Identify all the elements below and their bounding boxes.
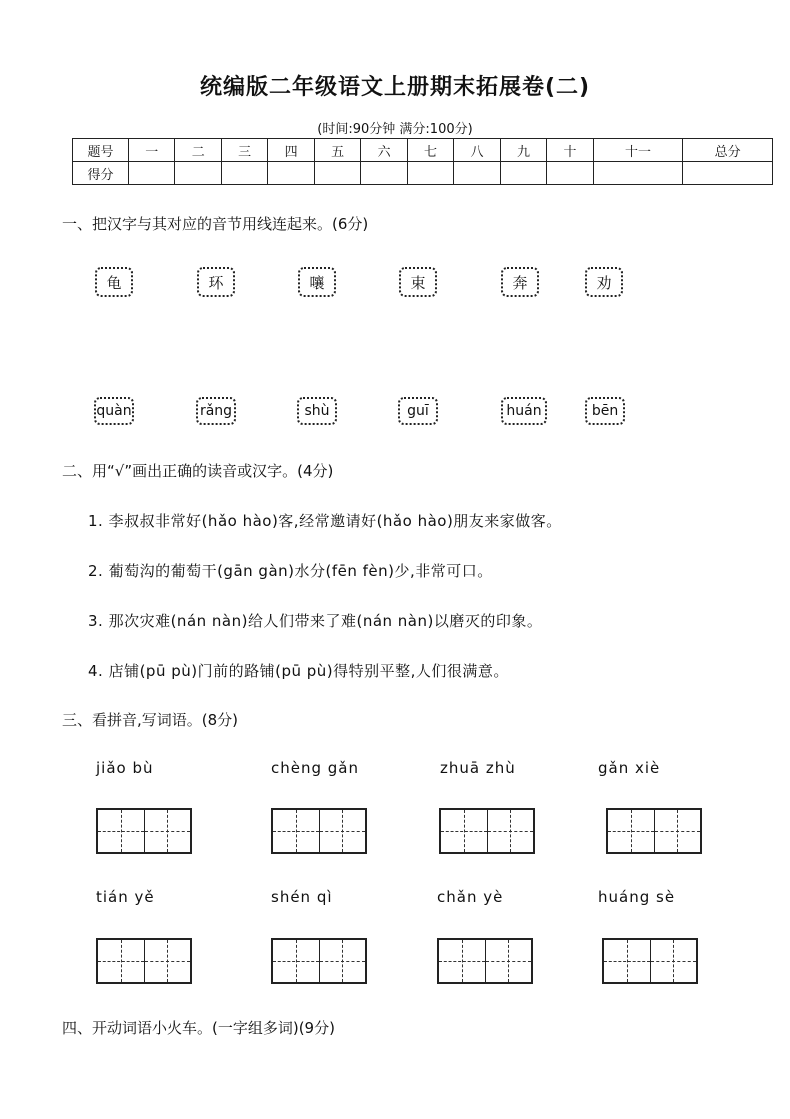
section-3-heading: 三、看拼音,写词语。(8分): [62, 711, 239, 729]
pinyin-prompt: tián yě: [96, 888, 155, 906]
score-input-cell[interactable]: [500, 162, 546, 185]
table-cell: 得分: [73, 162, 129, 185]
writing-grid[interactable]: [271, 808, 367, 854]
score-input-cell[interactable]: [361, 162, 407, 185]
character-box[interactable]: 龟: [95, 267, 133, 297]
table-cell: 二: [175, 139, 221, 162]
score-input-cell[interactable]: [593, 162, 683, 185]
score-input-cell[interactable]: [129, 162, 175, 185]
table-cell: 七: [407, 139, 453, 162]
syllable-box[interactable]: huán: [501, 397, 547, 425]
table-cell: 六: [361, 139, 407, 162]
pinyin-prompt: jiǎo bù: [96, 759, 154, 777]
score-table: [72, 138, 773, 185]
table-cell: 三: [221, 139, 267, 162]
table-cell: 总分: [683, 139, 773, 162]
score-input-cell[interactable]: [683, 162, 773, 185]
pinyin-prompt: zhuā zhù: [440, 759, 516, 777]
writing-grid[interactable]: [439, 808, 535, 854]
writing-grid[interactable]: [437, 938, 533, 984]
section-2-heading: 二、用“√”画出正确的读音或汉字。(4分): [62, 462, 334, 480]
section-1-heading: 一、把汉字与其对应的音节用线连起来。(6分): [62, 215, 369, 233]
page-title: 统编版二年级语文上册期末拓展卷(二): [199, 75, 591, 100]
syllable-box[interactable]: rǎng: [196, 397, 236, 425]
character-box[interactable]: 嚷: [298, 267, 336, 297]
table-cell: 九: [500, 139, 546, 162]
score-table-header-row: [73, 139, 773, 162]
character-box[interactable]: 奔: [501, 267, 539, 297]
table-cell: 十一: [593, 139, 683, 162]
table-cell: 八: [454, 139, 500, 162]
section-4-heading: 四、开动词语小火车。(一字组多词)(9分): [62, 1019, 335, 1037]
pinyin-prompt: shén qì: [271, 888, 333, 906]
score-input-cell[interactable]: [221, 162, 267, 185]
table-cell: 一: [129, 139, 175, 162]
character-box[interactable]: 束: [399, 267, 437, 297]
exam-info: (时间:90分钟 满分:100分): [317, 122, 473, 137]
character-box[interactable]: 劝: [585, 267, 623, 297]
question-item: 1. 李叔叔非常好(hǎo hào)客,经常邀请好(hǎo hào)朋友来家做客。: [88, 512, 562, 530]
writing-grid[interactable]: [96, 808, 192, 854]
score-table-score-row: [73, 162, 773, 185]
syllable-box[interactable]: quàn: [94, 397, 134, 425]
score-input-cell[interactable]: [454, 162, 500, 185]
writing-grid[interactable]: [602, 938, 698, 984]
score-input-cell[interactable]: [268, 162, 314, 185]
table-cell: 四: [268, 139, 314, 162]
question-item: 2. 葡萄沟的葡萄干(gān gàn)水分(fēn fèn)少,非常可口。: [88, 562, 493, 580]
pinyin-prompt: gǎn xiè: [598, 759, 661, 777]
pinyin-prompt: huáng sè: [598, 888, 676, 906]
syllable-box[interactable]: shù: [297, 397, 337, 425]
writing-grid[interactable]: [606, 808, 702, 854]
pinyin-prompt: chǎn yè: [437, 888, 504, 906]
score-input-cell[interactable]: [314, 162, 360, 185]
character-box[interactable]: 环: [197, 267, 235, 297]
table-cell: 十: [547, 139, 593, 162]
writing-grid[interactable]: [96, 938, 192, 984]
score-input-cell[interactable]: [175, 162, 221, 185]
score-input-cell[interactable]: [547, 162, 593, 185]
table-cell: 五: [314, 139, 360, 162]
question-item: 3. 那次灾难(nán nàn)给人们带来了难(nán nàn)以磨灭的印象。: [88, 612, 543, 630]
score-input-cell[interactable]: [407, 162, 453, 185]
syllable-box[interactable]: bēn: [585, 397, 625, 425]
question-item: 4. 店铺(pū pù)门前的路铺(pū pù)得特别平整,人们很满意。: [88, 662, 509, 680]
table-cell: 题号: [73, 139, 129, 162]
pinyin-prompt: chèng gǎn: [271, 759, 359, 777]
writing-grid[interactable]: [271, 938, 367, 984]
syllable-box[interactable]: guī: [398, 397, 438, 425]
